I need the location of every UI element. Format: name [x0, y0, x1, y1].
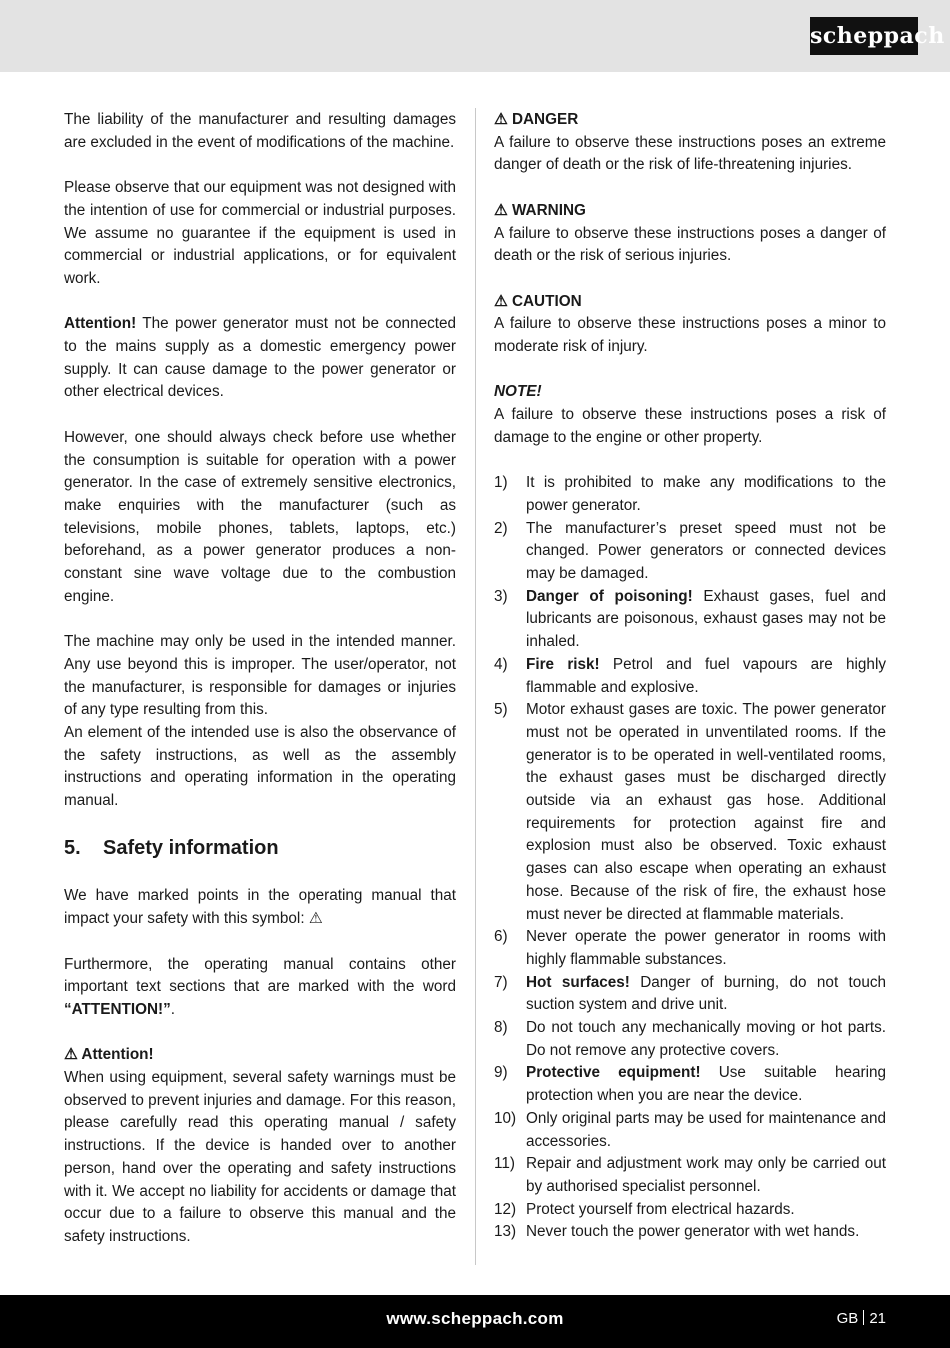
- footer-band: [0, 1295, 950, 1348]
- list-item-bold: Danger of poisoning!: [526, 587, 693, 605]
- list-item-number: 9): [494, 1064, 508, 1082]
- list-item-number: 4): [494, 655, 508, 673]
- note-heading: NOTE!: [494, 383, 542, 401]
- paragraph-mains-attention: [64, 313, 456, 404]
- list-item: [494, 1153, 886, 1198]
- paragraph-intended-use: The machine may only be used in the intended manner. Any use beyond this is improper. The user/operator, not the manufacturer, is responsible for damages or injuries of any type resulting from this.: [64, 633, 456, 719]
- list-item-text: Never operate the power generator in rooms with highly flammable substances.: [526, 928, 886, 968]
- list-item-number: 11): [494, 1155, 515, 1173]
- list-item: [494, 1108, 886, 1153]
- paragraph-read-manual: When using equipment, several safety warnings must be observed to prevent injuries and damage. For this reason, please carefully read this operating manual / safety instructions. If the device is handed over to another person, hand over the operating and safety instructions with it. We accept no liability for accidents or damage that occur due to a failure to observe this manual and the safety instructions.: [64, 1069, 456, 1245]
- warning-text: A failure to observe these instructions poses a danger of death or the risk of serious injuries.: [494, 224, 886, 265]
- list-item-number: 13): [494, 1223, 517, 1241]
- attention-word-bold: “ATTENTION!”: [64, 1000, 171, 1018]
- caution-text: A failure to observe these instructions poses a minor to moderate risk of injury.: [494, 315, 886, 355]
- list-item-text: It is prohibited to make any modifications to the power generator.: [526, 474, 886, 514]
- list-item: [494, 1017, 886, 1062]
- list-item-number: 3): [494, 587, 508, 605]
- list-item-number: 5): [494, 701, 508, 719]
- list-item-text: Use suitable hearing protection when you are near the device.: [526, 1064, 886, 1105]
- attention-word-text: Furthermore, the operating manual contains other important text sections that are marked with the word: [64, 955, 456, 996]
- paragraph-liability: The liability of the manufacturer and resulting damages are excluded in the event of modifications of the machine.: [64, 111, 456, 151]
- list-item: [494, 1221, 886, 1244]
- paragraph-commercial-use: Please observe that our equipment was not designed with the intention of use for commercial or industrial purposes. We assume no guarantee if the equipment is used in commercial or industrial applications, or for equivalent work.: [64, 179, 457, 287]
- list-item: [494, 586, 886, 654]
- attention-text: The power generator must not be connected to the mains supply as a domestic emergency power supply. It can cause damage to the power generator or other electrical devices.: [64, 315, 456, 401]
- section-heading: [64, 835, 456, 861]
- list-item-text: Only original parts may be used for maintenance and accessories.: [526, 1109, 886, 1150]
- warning-heading: ⚠ WARNING: [494, 201, 586, 219]
- page-number: 21: [869, 1310, 886, 1327]
- attention-word-end: .: [170, 1000, 176, 1018]
- list-item-number: 12): [494, 1200, 517, 1218]
- header-band: [0, 0, 950, 72]
- list-item-number: 2): [494, 519, 508, 537]
- column-divider: [475, 108, 476, 1265]
- left-column: [64, 109, 456, 1271]
- list-item-number: 6): [494, 928, 508, 946]
- list-item-bold: Hot surfaces!: [526, 973, 630, 991]
- right-column: [494, 109, 886, 1244]
- paragraph-intended-use-safety: An element of the intended use is also the observance of the safety instructions, as well as the assembly instructions and operating information in the operating manual.: [64, 723, 456, 810]
- list-item-number: 7): [494, 973, 508, 991]
- section-number: 5.: [64, 837, 81, 860]
- danger-heading: ⚠ DANGER: [494, 111, 579, 128]
- list-item: [494, 926, 886, 971]
- list-item: [494, 518, 886, 586]
- paragraph-attention-word: [64, 954, 456, 1022]
- list-item: [494, 654, 886, 699]
- safety-rules-list: [494, 472, 886, 1244]
- list-item-text: Petrol and fuel vapours are highly flammable and explosive.: [526, 655, 886, 696]
- list-item-text: The manufacturer’s preset speed must not be changed. Power generators or connected devices may be damaged.: [526, 519, 886, 582]
- list-item-bold: Protective equipment!: [526, 1064, 701, 1082]
- list-item: [494, 1062, 886, 1107]
- language-code: GB: [836, 1310, 859, 1327]
- list-item-text: Do not touch any mechanically moving or hot parts. Do not remove any protective covers.: [526, 1019, 886, 1059]
- list-item: [494, 699, 886, 926]
- paragraph-safety-symbol: We have marked points in the operating manual that impact your safety with this symbol: ⚠: [64, 887, 456, 928]
- note-text: A failure to observe these instructions poses a risk of damage to the engine or other property.: [494, 406, 886, 446]
- list-item-text: Danger of burning, do not touch suction system and drive unit.: [526, 973, 886, 1014]
- list-item-text: Exhaust gases, fuel and lubricants are poisonous, exhaust gases may not be inhaled.: [526, 587, 887, 651]
- footer-url: www.scheppach.com: [386, 1309, 564, 1328]
- list-item-text: Motor exhaust gases are toxic. The power generator must not be operated in unventilated rooms. If the generator is to be operated in well-ventilated rooms, the exhaust gases must be discharged directly outside via an exhaust gas hose. Additional requirements for protection against fire and explosion must also be observed. Toxic exhaust gases can also escape when operating an exhaust hose. Because of the risk of fire, the exhaust hose must never be directed at flammable materials.: [526, 701, 886, 923]
- paragraph-consumption-check: However, one should always check before use whether the consumption is suitable for operation with a power generator. In the case of extremely sensitive electronics, make enquiries with the manufacturer (such as televisions, mobile phones, tablets, laptops, etc.) beforehand, as a power generator produces a non-constant sine wave voltage due to the combustion engine.: [64, 428, 456, 605]
- page-indicator: [837, 1310, 886, 1327]
- list-item-text: Protect yourself from electrical hazards.: [526, 1200, 795, 1218]
- list-item-text: Repair and adjustment work may only be carried out by authorised specialist personnel.: [526, 1155, 886, 1195]
- attention-label: Attention!: [64, 315, 137, 333]
- list-item-number: 8): [494, 1019, 508, 1037]
- list-item: [494, 1199, 886, 1222]
- danger-text: A failure to observe these instructions poses an extreme danger of death or the risk of life-threatening injuries.: [494, 133, 886, 174]
- list-item-number: 1): [494, 474, 508, 492]
- list-item-bold: Fire risk!: [526, 655, 600, 673]
- attention-heading: ⚠ Attention!: [64, 1046, 154, 1064]
- section-title: Safety information: [103, 837, 279, 860]
- list-item: [494, 972, 886, 1017]
- list-item-text: Never touch the power generator with wet hands.: [526, 1223, 860, 1241]
- list-item-number: 10): [494, 1109, 517, 1127]
- brand-logo: scheppach: [810, 17, 918, 55]
- list-item: [494, 472, 886, 517]
- page-separator: [863, 1310, 864, 1325]
- caution-heading: ⚠ CAUTION: [494, 292, 582, 310]
